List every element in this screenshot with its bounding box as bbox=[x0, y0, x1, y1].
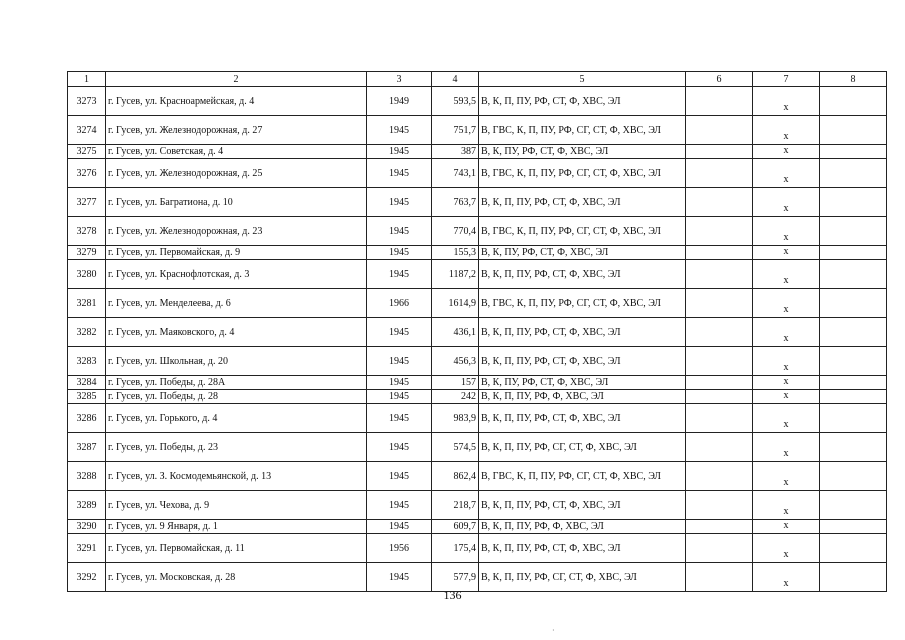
column-header-7: 7 bbox=[753, 72, 820, 87]
column-7-mark-cell: х bbox=[753, 246, 820, 260]
area-cell: 1187,2 bbox=[432, 260, 479, 289]
column-header-2: 2 bbox=[106, 72, 367, 87]
header-row bbox=[68, 72, 887, 87]
utilities-cell: В, К, П, ПУ, РФ, Ф, ХВС, ЭЛ bbox=[479, 390, 686, 404]
column-6-value-cell bbox=[686, 246, 753, 260]
utilities-cell: В, К, П, ПУ, РФ, СТ, Ф, ХВС, ЭЛ bbox=[479, 491, 686, 520]
column-8-value-cell bbox=[820, 462, 887, 491]
address-cell: г. Гусев, ул. Первомайская, д. 11 bbox=[106, 534, 367, 563]
table-row bbox=[68, 347, 887, 376]
build-year-cell: 1945 bbox=[367, 462, 432, 491]
column-8-value-cell bbox=[820, 491, 887, 520]
column-7-mark-cell: х bbox=[753, 462, 820, 491]
address-cell: г. Гусев, ул. Красноармейская, д. 4 bbox=[106, 87, 367, 116]
utilities-cell: В, К, П, ПУ, РФ, СТ, Ф, ХВС, ЭЛ bbox=[479, 87, 686, 116]
table-row bbox=[68, 491, 887, 520]
column-7-mark-cell: х bbox=[753, 217, 820, 246]
column-8-value-cell bbox=[820, 318, 887, 347]
column-7-mark-cell: х bbox=[753, 376, 820, 390]
scan-speck: · bbox=[552, 626, 555, 635]
row-number-cell: 3288 bbox=[68, 462, 106, 491]
table-row bbox=[68, 260, 887, 289]
address-cell: г. Гусев, ул. Маяковского, д. 4 bbox=[106, 318, 367, 347]
column-8-value-cell bbox=[820, 433, 887, 462]
column-6-value-cell bbox=[686, 318, 753, 347]
column-8-value-cell bbox=[820, 376, 887, 390]
column-6-value-cell bbox=[686, 145, 753, 159]
address-cell: г. Гусев, ул. Багратиона, д. 10 bbox=[106, 188, 367, 217]
address-cell: г. Гусев, ул. 9 Января, д. 1 bbox=[106, 520, 367, 534]
column-7-mark-cell: х bbox=[753, 404, 820, 433]
address-cell: г. Гусев, ул. Школьная, д. 20 bbox=[106, 347, 367, 376]
row-number-cell: 3277 bbox=[68, 188, 106, 217]
column-8-value-cell bbox=[820, 116, 887, 145]
table-row bbox=[68, 217, 887, 246]
area-cell: 743,1 bbox=[432, 159, 479, 188]
utilities-cell: В, К, П, ПУ, РФ, Ф, ХВС, ЭЛ bbox=[479, 520, 686, 534]
build-year-cell: 1945 bbox=[367, 260, 432, 289]
address-cell: г. Гусев, ул. Победы, д. 23 bbox=[106, 433, 367, 462]
row-number-cell: 3274 bbox=[68, 116, 106, 145]
row-number-cell: 3276 bbox=[68, 159, 106, 188]
row-number-cell: 3284 bbox=[68, 376, 106, 390]
build-year-cell: 1945 bbox=[367, 491, 432, 520]
column-6-value-cell bbox=[686, 534, 753, 563]
column-7-mark-cell: х bbox=[753, 87, 820, 116]
build-year-cell: 1945 bbox=[367, 404, 432, 433]
housing-register-table bbox=[67, 71, 887, 592]
build-year-cell: 1945 bbox=[367, 376, 432, 390]
address-cell: г. Гусев, ул. Первомайская, д. 9 bbox=[106, 246, 367, 260]
column-8-value-cell bbox=[820, 145, 887, 159]
column-6-value-cell bbox=[686, 404, 753, 433]
area-cell: 574,5 bbox=[432, 433, 479, 462]
column-8-value-cell bbox=[820, 246, 887, 260]
row-number-cell: 3292 bbox=[68, 563, 106, 592]
utilities-cell: В, ГВС, К, П, ПУ, РФ, СГ, СТ, Ф, ХВС, ЭЛ bbox=[479, 217, 686, 246]
build-year-cell: 1945 bbox=[367, 145, 432, 159]
area-cell: 387 bbox=[432, 145, 479, 159]
row-number-cell: 3273 bbox=[68, 87, 106, 116]
column-8-value-cell bbox=[820, 87, 887, 116]
column-6-value-cell bbox=[686, 217, 753, 246]
utilities-cell: В, К, ПУ, РФ, СТ, Ф, ХВС, ЭЛ bbox=[479, 246, 686, 260]
column-6-value-cell bbox=[686, 260, 753, 289]
address-cell: г. Гусев, ул. Советская, д. 4 bbox=[106, 145, 367, 159]
build-year-cell: 1945 bbox=[367, 246, 432, 260]
utilities-cell: В, К, П, ПУ, РФ, СТ, Ф, ХВС, ЭЛ bbox=[479, 260, 686, 289]
area-cell: 456,3 bbox=[432, 347, 479, 376]
utilities-cell: В, К, ПУ, РФ, СТ, Ф, ХВС, ЭЛ bbox=[479, 145, 686, 159]
address-cell: г. Гусев, ул. Победы, д. 28А bbox=[106, 376, 367, 390]
column-8-value-cell bbox=[820, 217, 887, 246]
address-cell: г. Гусев, ул. Менделеева, д. 6 bbox=[106, 289, 367, 318]
column-6-value-cell bbox=[686, 520, 753, 534]
row-number-cell: 3280 bbox=[68, 260, 106, 289]
column-7-mark-cell: х bbox=[753, 116, 820, 145]
build-year-cell: 1949 bbox=[367, 87, 432, 116]
row-number-cell: 3285 bbox=[68, 390, 106, 404]
column-6-value-cell bbox=[686, 87, 753, 116]
column-7-mark-cell: х bbox=[753, 289, 820, 318]
build-year-cell: 1945 bbox=[367, 318, 432, 347]
column-8-value-cell bbox=[820, 534, 887, 563]
utilities-cell: В, ГВС, К, П, ПУ, РФ, СГ, СТ, Ф, ХВС, ЭЛ bbox=[479, 159, 686, 188]
column-header-8: 8 bbox=[820, 72, 887, 87]
row-number-cell: 3286 bbox=[68, 404, 106, 433]
column-header-4: 4 bbox=[432, 72, 479, 87]
area-cell: 763,7 bbox=[432, 188, 479, 217]
column-8-value-cell bbox=[820, 260, 887, 289]
column-7-mark-cell: х bbox=[753, 563, 820, 592]
address-cell: г. Гусев, ул. Железнодорожная, д. 25 bbox=[106, 159, 367, 188]
table-row bbox=[68, 246, 887, 260]
utilities-cell: В, К, П, ПУ, РФ, СТ, Ф, ХВС, ЭЛ bbox=[479, 318, 686, 347]
build-year-cell: 1945 bbox=[367, 563, 432, 592]
area-cell: 862,4 bbox=[432, 462, 479, 491]
column-8-value-cell bbox=[820, 520, 887, 534]
area-cell: 436,1 bbox=[432, 318, 479, 347]
column-6-value-cell bbox=[686, 188, 753, 217]
utilities-cell: В, К, ПУ, РФ, СТ, Ф, ХВС, ЭЛ bbox=[479, 376, 686, 390]
table-row bbox=[68, 520, 887, 534]
column-7-mark-cell: х bbox=[753, 390, 820, 404]
table-row bbox=[68, 462, 887, 491]
column-6-value-cell bbox=[686, 390, 753, 404]
build-year-cell: 1945 bbox=[367, 390, 432, 404]
row-number-cell: 3283 bbox=[68, 347, 106, 376]
column-6-value-cell bbox=[686, 433, 753, 462]
column-7-mark-cell: х bbox=[753, 159, 820, 188]
utilities-cell: В, К, П, ПУ, РФ, СТ, Ф, ХВС, ЭЛ bbox=[479, 534, 686, 563]
table-row bbox=[68, 159, 887, 188]
column-6-value-cell bbox=[686, 491, 753, 520]
build-year-cell: 1966 bbox=[367, 289, 432, 318]
table-row bbox=[68, 87, 887, 116]
address-cell: г. Гусев, ул. Чехова, д. 9 bbox=[106, 491, 367, 520]
build-year-cell: 1945 bbox=[367, 159, 432, 188]
column-6-value-cell bbox=[686, 159, 753, 188]
area-cell: 157 bbox=[432, 376, 479, 390]
table-body bbox=[68, 87, 887, 592]
utilities-cell: В, ГВС, К, П, ПУ, РФ, СГ, СТ, Ф, ХВС, ЭЛ bbox=[479, 116, 686, 145]
address-cell: г. Гусев, ул. Московская, д. 28 bbox=[106, 563, 367, 592]
column-8-value-cell bbox=[820, 289, 887, 318]
row-number-cell: 3282 bbox=[68, 318, 106, 347]
column-6-value-cell bbox=[686, 347, 753, 376]
column-7-mark-cell: х bbox=[753, 520, 820, 534]
column-7-mark-cell: х bbox=[753, 491, 820, 520]
area-cell: 242 bbox=[432, 390, 479, 404]
address-cell: г. Гусев, ул. З. Космодемьянской, д. 13 bbox=[106, 462, 367, 491]
column-7-mark-cell: х bbox=[753, 188, 820, 217]
table-row bbox=[68, 145, 887, 159]
table-row bbox=[68, 188, 887, 217]
row-number-cell: 3275 bbox=[68, 145, 106, 159]
row-number-cell: 3289 bbox=[68, 491, 106, 520]
column-8-value-cell bbox=[820, 390, 887, 404]
column-header-1: 1 bbox=[68, 72, 106, 87]
column-6-value-cell bbox=[686, 116, 753, 145]
column-7-mark-cell: х bbox=[753, 145, 820, 159]
column-8-value-cell bbox=[820, 188, 887, 217]
table-row bbox=[68, 116, 887, 145]
column-6-value-cell bbox=[686, 462, 753, 491]
build-year-cell: 1945 bbox=[367, 116, 432, 145]
column-8-value-cell bbox=[820, 159, 887, 188]
table-row bbox=[68, 289, 887, 318]
column-8-value-cell bbox=[820, 404, 887, 433]
table-row bbox=[68, 318, 887, 347]
table-row bbox=[68, 433, 887, 462]
address-cell: г. Гусев, ул. Железнодорожная, д. 27 bbox=[106, 116, 367, 145]
column-header-3: 3 bbox=[367, 72, 432, 87]
column-header-5: 5 bbox=[479, 72, 686, 87]
utilities-cell: В, К, П, ПУ, РФ, СТ, Ф, ХВС, ЭЛ bbox=[479, 404, 686, 433]
row-number-cell: 3291 bbox=[68, 534, 106, 563]
table-row bbox=[68, 376, 887, 390]
utilities-cell: В, К, П, ПУ, РФ, СТ, Ф, ХВС, ЭЛ bbox=[479, 188, 686, 217]
utilities-cell: В, К, П, ПУ, РФ, СГ, СТ, Ф, ХВС, ЭЛ bbox=[479, 563, 686, 592]
area-cell: 609,7 bbox=[432, 520, 479, 534]
row-number-cell: 3287 bbox=[68, 433, 106, 462]
address-cell: г. Гусев, ул. Железнодорожная, д. 23 bbox=[106, 217, 367, 246]
area-cell: 218,7 bbox=[432, 491, 479, 520]
build-year-cell: 1945 bbox=[367, 217, 432, 246]
table-row bbox=[68, 404, 887, 433]
column-header-6: 6 bbox=[686, 72, 753, 87]
column-8-value-cell bbox=[820, 347, 887, 376]
row-number-cell: 3279 bbox=[68, 246, 106, 260]
table-row bbox=[68, 534, 887, 563]
build-year-cell: 1945 bbox=[367, 520, 432, 534]
build-year-cell: 1956 bbox=[367, 534, 432, 563]
row-number-cell: 3278 bbox=[68, 217, 106, 246]
utilities-cell: В, ГВС, К, П, ПУ, РФ, СГ, СТ, Ф, ХВС, ЭЛ bbox=[479, 462, 686, 491]
column-7-mark-cell: х bbox=[753, 260, 820, 289]
area-cell: 751,7 bbox=[432, 116, 479, 145]
column-7-mark-cell: х bbox=[753, 318, 820, 347]
row-number-cell: 3290 bbox=[68, 520, 106, 534]
column-7-mark-cell: х bbox=[753, 347, 820, 376]
build-year-cell: 1945 bbox=[367, 188, 432, 217]
utilities-cell: В, К, П, ПУ, РФ, СГ, СТ, Ф, ХВС, ЭЛ bbox=[479, 433, 686, 462]
row-number-cell: 3281 bbox=[68, 289, 106, 318]
utilities-cell: В, К, П, ПУ, РФ, СТ, Ф, ХВС, ЭЛ bbox=[479, 347, 686, 376]
area-cell: 577,9 bbox=[432, 563, 479, 592]
column-7-mark-cell: х bbox=[753, 534, 820, 563]
area-cell: 1614,9 bbox=[432, 289, 479, 318]
build-year-cell: 1945 bbox=[367, 347, 432, 376]
page-number: 136 bbox=[443, 588, 462, 602]
column-7-mark-cell: х bbox=[753, 433, 820, 462]
address-cell: г. Гусев, ул. Горького, д. 4 bbox=[106, 404, 367, 433]
address-cell: г. Гусев, ул. Краснофлотская, д. 3 bbox=[106, 260, 367, 289]
register-table-container bbox=[67, 71, 856, 592]
area-cell: 770,4 bbox=[432, 217, 479, 246]
area-cell: 155,3 bbox=[432, 246, 479, 260]
area-cell: 175,4 bbox=[432, 534, 479, 563]
address-cell: г. Гусев, ул. Победы, д. 28 bbox=[106, 390, 367, 404]
area-cell: 983,9 bbox=[432, 404, 479, 433]
area-cell: 593,5 bbox=[432, 87, 479, 116]
build-year-cell: 1945 bbox=[367, 433, 432, 462]
column-6-value-cell bbox=[686, 376, 753, 390]
column-6-value-cell bbox=[686, 289, 753, 318]
table-row bbox=[68, 390, 887, 404]
utilities-cell: В, ГВС, К, П, ПУ, РФ, СГ, СТ, Ф, ХВС, ЭЛ bbox=[479, 289, 686, 318]
